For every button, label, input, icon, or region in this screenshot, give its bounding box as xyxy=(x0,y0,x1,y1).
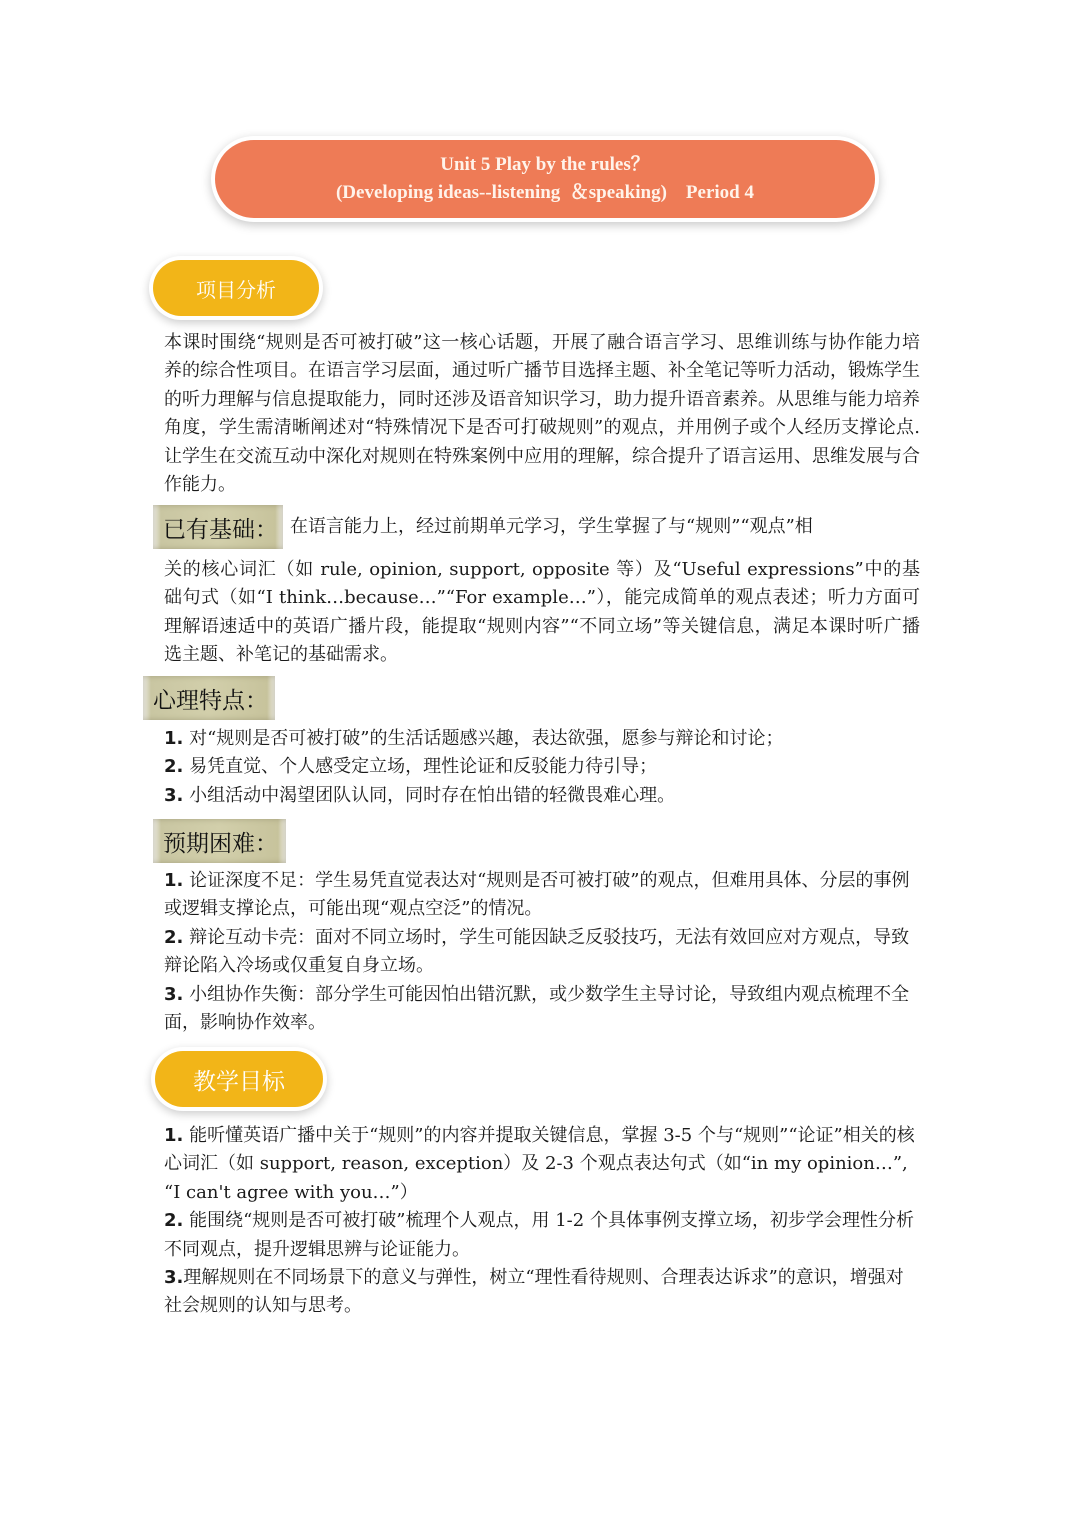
heading-label: 已有基础： xyxy=(163,516,278,543)
list-item: 2. 能围绕“规则是否可被打破”梳理个人观点，用 1-2 个具体事例支撑立场，初步学会理性分析不同观点，提升逻辑思辨与论证能力。 xyxy=(164,1210,914,1260)
title-line-1: Unit 5 Play by the rules？ xyxy=(440,154,650,175)
section-heading-existing-basis xyxy=(153,505,283,549)
section-heading-difficulties xyxy=(153,819,286,863)
heading-label: 项目分析 xyxy=(196,277,276,302)
list-item: 1. 论证深度不足：学生易凭直觉表达对“规则是否可被打破”的观点，但难用具体、分层的事例或逻辑支撑论点，可能出现“观点空泛”的情况。 xyxy=(164,870,910,920)
section-heading-objectives xyxy=(155,1051,323,1107)
list-item: 3.理解规则在不同场景下的意义与弹性，树立“理性看待规则、合理表达诉求”的意识，增强对社会规则的认知与思考。 xyxy=(164,1267,904,1317)
heading-label: 教学目标 xyxy=(193,1068,285,1095)
psychology-list xyxy=(164,725,920,810)
list-item: 1. 能听懂英语广播中关于“规则”的内容并提取关键信息，掌握 3-5 个与“规则”“论证”相关的核心词汇（如 support, reason, exception）及 2-3 个观点表达句式（如“in my opinion…”, “I can't agree with you…”） xyxy=(164,1125,915,1203)
title-banner xyxy=(215,140,875,218)
existing-basis-first-line: 在语言能力上，经过前期单元学习，学生掌握了与“规则”“观点”相 xyxy=(290,516,813,537)
objectives-list xyxy=(164,1122,920,1321)
existing-basis-text: 关的核心词汇（如 rule, opinion, support, opposite 等）及“Useful expressions”中的基础句式（如“I think…because…”“For example…”），能完成简单的观点表述；听力方面可理解语速适中的英语广播片段，能提取“规则内容”“不同立场”等关键信息，满足本课时听广播选主题、补笔记的基础需求。 xyxy=(164,559,920,666)
list-item: 2. 易凭直觉、个人感受定立场，理性论证和反驳能力待引导； xyxy=(164,756,658,778)
difficulties-list xyxy=(164,867,920,1037)
list-item: 2. 辩论互动卡壳：面对不同立场时，学生可能因缺乏反驳技巧，无法有效回应对方观点，导致辩论陷入冷场或仅重复自身立场。 xyxy=(164,926,910,977)
project-analysis-text: 本课时围绕“规则是否可被打破”这一核心话题，开展了融合语言学习、思维训练与协作能力培养的综合性项目。在语言学习层面，通过听广播节目选择主题、补全笔记等听力活动，锻炼学生的听力理解与信息提取能力，同时还涉及语音知识学习，助力提升语音素养。从思维与能力培养角度，学生需清晰阐述对“特殊情况下是否可打破规则”的观点，并用例子或个人经历支撑论点.让学生在交流互动中深化对规则在特殊案例中应用的理解，综合提升了语言运用、思维发展与合作能力。 xyxy=(164,332,920,496)
title-line-2: (Developing ideas--listening ＆speaking) Period 4 xyxy=(335,182,754,203)
heading-label: 心理特点： xyxy=(153,687,268,714)
list-item: 1. 对“规则是否可被打破”的生活话题感兴趣，表达欲强，愿参与辩论和讨论； xyxy=(164,728,784,749)
heading-label: 预期困难： xyxy=(163,830,278,857)
list-item: 3. 小组活动中渴望团队认同，同时存在怕出错的轻微畏难心理。 xyxy=(164,784,676,806)
section-heading-psychology xyxy=(143,676,275,720)
list-item: 3. 小组协作失衡：部分学生可能因怕出错沉默，或少数学生主导讨论，导致组内观点梳理不全面，影响协作效率。 xyxy=(164,983,910,1034)
section-heading-project-analysis xyxy=(153,260,319,316)
